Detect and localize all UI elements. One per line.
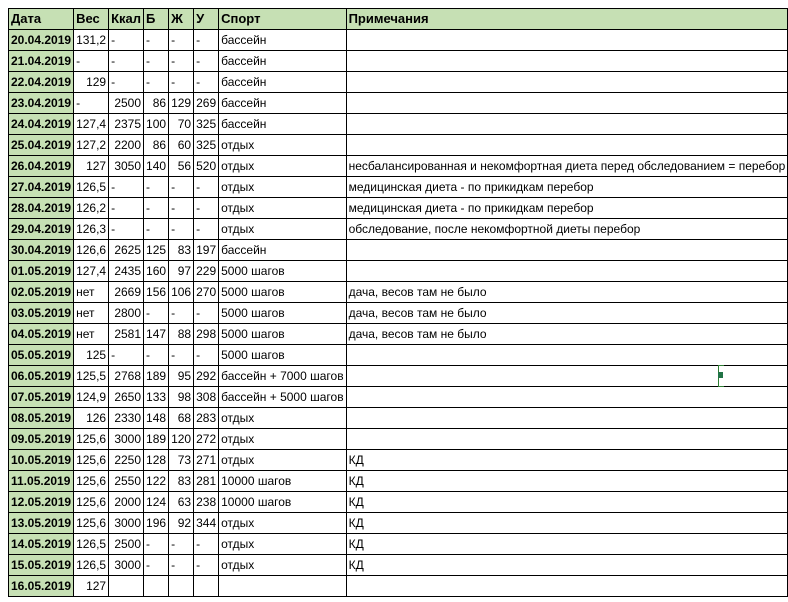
cell-sport[interactable]: 10000 шагов [219, 492, 346, 513]
cell-sport[interactable]: 10000 шагов [219, 471, 346, 492]
cell-weight[interactable]: 127,4 [74, 114, 109, 135]
cell-weight[interactable]: 126,5 [74, 177, 109, 198]
cell-fat[interactable]: - [169, 555, 194, 576]
cell-notes[interactable]: КД [346, 492, 788, 513]
cell-kcal[interactable]: 3050 [109, 156, 144, 177]
cell-sport[interactable]: отдых [219, 450, 346, 471]
cell-protein[interactable]: 86 [144, 93, 169, 114]
cell-carbs[interactable]: 520 [194, 156, 219, 177]
cell-fat[interactable]: 63 [169, 492, 194, 513]
table-row [9, 198, 788, 219]
cell-notes[interactable]: обследование, после некомфортной диеты перебор [346, 219, 788, 240]
table-row [9, 30, 788, 51]
cell-date[interactable]: 04.05.2019 [9, 324, 74, 345]
cell-fat[interactable]: 68 [169, 408, 194, 429]
cell-fat[interactable]: 73 [169, 450, 194, 471]
cell-notes[interactable] [346, 261, 788, 282]
cell-carbs[interactable]: 229 [194, 261, 219, 282]
cell-date[interactable]: 23.04.2019 [9, 93, 74, 114]
cell-sport[interactable]: бассейн [219, 93, 346, 114]
cell-protein[interactable]: - [144, 198, 169, 219]
cell-fat[interactable]: 88 [169, 324, 194, 345]
cell-sport[interactable]: отдых [219, 135, 346, 156]
cell-sport[interactable]: отдых [219, 429, 346, 450]
table-row [9, 303, 788, 324]
cell-kcal[interactable]: - [109, 30, 144, 51]
cell-notes[interactable] [346, 72, 788, 93]
cell-date[interactable]: 24.04.2019 [9, 114, 74, 135]
cell-notes[interactable]: КД [346, 471, 788, 492]
cell-kcal[interactable]: 2581 [109, 324, 144, 345]
cell-protein[interactable]: 156 [144, 282, 169, 303]
table-row [9, 408, 788, 429]
cell-fat[interactable]: 120 [169, 429, 194, 450]
cell-date[interactable]: 12.05.2019 [9, 492, 74, 513]
cell-fat[interactable]: 83 [169, 471, 194, 492]
cell-weight[interactable]: 126,5 [74, 534, 109, 555]
cell-date[interactable]: 25.04.2019 [9, 135, 74, 156]
cell-fat[interactable]: - [169, 345, 194, 366]
cell-notes[interactable]: дача, весов там не было [346, 282, 788, 303]
cell-fat[interactable]: - [169, 198, 194, 219]
cell-kcal[interactable]: 3000 [109, 513, 144, 534]
cell-kcal[interactable]: 2000 [109, 492, 144, 513]
cell-weight[interactable]: 125,6 [74, 429, 109, 450]
cell-weight[interactable]: 125,6 [74, 450, 109, 471]
table-row [9, 366, 788, 387]
cell-sport[interactable]: отдых [219, 156, 346, 177]
cell-date[interactable]: 03.05.2019 [9, 303, 74, 324]
cell-protein[interactable]: 128 [144, 450, 169, 471]
cell-fat[interactable]: 95 [169, 366, 194, 387]
table-row [9, 471, 788, 492]
cell-kcal[interactable]: 2500 [109, 534, 144, 555]
cell-notes[interactable] [346, 30, 788, 51]
cell-kcal[interactable]: - [109, 198, 144, 219]
cell-carbs[interactable]: 325 [194, 114, 219, 135]
table-row [9, 240, 788, 261]
cell-fat[interactable]: 83 [169, 240, 194, 261]
cell-kcal[interactable]: 2375 [109, 114, 144, 135]
cell-weight[interactable]: 127,4 [74, 261, 109, 282]
cell-kcal[interactable]: 3000 [109, 555, 144, 576]
cell-weight[interactable]: 125,6 [74, 513, 109, 534]
cell-sport[interactable]: бассейн + 7000 шагов [219, 366, 346, 387]
cell-kcal[interactable] [109, 576, 144, 597]
cell-fat[interactable]: - [169, 177, 194, 198]
cell-carbs[interactable]: 298 [194, 324, 219, 345]
cell-protein[interactable]: 133 [144, 387, 169, 408]
cell-protein[interactable]: - [144, 345, 169, 366]
cell-date[interactable]: 09.05.2019 [9, 429, 74, 450]
table-row [9, 282, 788, 303]
cell-weight[interactable]: нет [74, 303, 109, 324]
cell-sport[interactable]: 5000 шагов [219, 282, 346, 303]
cell-protein[interactable]: 100 [144, 114, 169, 135]
cell-weight[interactable]: 125,6 [74, 471, 109, 492]
cell-notes[interactable]: КД [346, 555, 788, 576]
header-row [9, 9, 788, 30]
header-kcal[interactable]: Ккал [109, 9, 144, 30]
cell-weight[interactable]: 131,2 [74, 30, 109, 51]
cell-notes[interactable] [346, 429, 788, 450]
cell-fat[interactable]: - [169, 534, 194, 555]
cell-date[interactable]: 14.05.2019 [9, 534, 74, 555]
cell-protein[interactable]: 196 [144, 513, 169, 534]
cell-carbs[interactable]: - [194, 345, 219, 366]
cell-kcal[interactable]: - [109, 345, 144, 366]
cell-kcal[interactable]: 2650 [109, 387, 144, 408]
cell-weight[interactable]: 125,6 [74, 492, 109, 513]
cell-notes[interactable]: медицинская диета - по прикидкам перебор [346, 198, 788, 219]
cell-carbs[interactable]: 270 [194, 282, 219, 303]
cell-date[interactable]: 29.04.2019 [9, 219, 74, 240]
cell-notes[interactable]: дача, весов там не было [346, 303, 788, 324]
cell-date[interactable]: 15.05.2019 [9, 555, 74, 576]
cell-kcal[interactable]: 2768 [109, 366, 144, 387]
table-row [9, 492, 788, 513]
cell-sport[interactable]: отдых [219, 177, 346, 198]
cell-sport[interactable]: отдых [219, 555, 346, 576]
table-row [9, 450, 788, 471]
cell-carbs[interactable]: 308 [194, 387, 219, 408]
cell-date[interactable]: 20.04.2019 [9, 30, 74, 51]
cell-protein[interactable]: 160 [144, 261, 169, 282]
table-row [9, 156, 788, 177]
cell-notes[interactable] [346, 408, 788, 429]
data-table [8, 8, 788, 597]
cell-kcal[interactable]: 2625 [109, 240, 144, 261]
cell-fat[interactable]: 98 [169, 387, 194, 408]
cell-protein[interactable]: 147 [144, 324, 169, 345]
cell-protein[interactable]: 124 [144, 492, 169, 513]
cell-date[interactable]: 08.05.2019 [9, 408, 74, 429]
cell-protein[interactable]: 189 [144, 429, 169, 450]
table-row [9, 576, 788, 597]
table-row [9, 177, 788, 198]
cell-kcal[interactable]: 2800 [109, 303, 144, 324]
cell-carbs[interactable]: - [194, 51, 219, 72]
cell-carbs[interactable]: 269 [194, 93, 219, 114]
cell-protein[interactable]: - [144, 219, 169, 240]
cell-weight[interactable]: - [74, 51, 109, 72]
cell-notes[interactable]: несбалансированная и некомфортная диета перед обследованием = перебор [346, 156, 788, 177]
cell-weight[interactable]: 127,2 [74, 135, 109, 156]
cell-sport[interactable]: бассейн + 5000 шагов [219, 387, 346, 408]
table-row [9, 72, 788, 93]
selection-handle[interactable] [718, 372, 723, 378]
cell-weight[interactable]: 125 [74, 345, 109, 366]
cell-date[interactable]: 05.05.2019 [9, 345, 74, 366]
cell-notes[interactable]: медицинская диета - по прикидкам перебор [346, 177, 788, 198]
cell-fat[interactable]: 56 [169, 156, 194, 177]
cell-fat[interactable]: - [169, 72, 194, 93]
cell-carbs[interactable] [194, 576, 219, 597]
cell-notes[interactable]: дача, весов там не было [346, 324, 788, 345]
cell-kcal[interactable]: - [109, 72, 144, 93]
cell-carbs[interactable]: - [194, 555, 219, 576]
cell-carbs[interactable]: - [194, 72, 219, 93]
cell-fat[interactable]: 129 [169, 93, 194, 114]
cell-kcal[interactable]: 2500 [109, 93, 144, 114]
table-row [9, 261, 788, 282]
cell-notes[interactable] [346, 135, 788, 156]
cell-carbs[interactable]: 325 [194, 135, 219, 156]
header-sport[interactable]: Спорт [219, 9, 346, 30]
cell-date[interactable]: 13.05.2019 [9, 513, 74, 534]
cell-notes[interactable] [346, 387, 788, 408]
cell-fat[interactable]: 92 [169, 513, 194, 534]
table-row [9, 135, 788, 156]
cell-date[interactable]: 27.04.2019 [9, 177, 74, 198]
cell-carbs[interactable]: - [194, 177, 219, 198]
cell-weight[interactable]: 127 [74, 156, 109, 177]
cell-kcal[interactable]: 2330 [109, 408, 144, 429]
cell-notes[interactable]: КД [346, 513, 788, 534]
cell-notes[interactable]: КД [346, 534, 788, 555]
cell-sport[interactable]: 5000 шагов [219, 303, 346, 324]
cell-carbs[interactable]: 238 [194, 492, 219, 513]
table-row [9, 513, 788, 534]
cell-kcal[interactable]: - [109, 219, 144, 240]
header-protein[interactable]: Б [144, 9, 169, 30]
cell-weight[interactable]: 126,5 [74, 555, 109, 576]
header-date[interactable]: Дата [9, 9, 74, 30]
cell-fat[interactable]: 60 [169, 135, 194, 156]
cell-sport[interactable]: отдых [219, 513, 346, 534]
cell-sport[interactable]: бассейн [219, 51, 346, 72]
table-row [9, 324, 788, 345]
cell-weight[interactable]: нет [74, 282, 109, 303]
cell-notes[interactable] [346, 93, 788, 114]
cell-fat[interactable]: - [169, 303, 194, 324]
cell-weight[interactable]: 125,5 [74, 366, 109, 387]
cell-fat[interactable]: 70 [169, 114, 194, 135]
table-row [9, 534, 788, 555]
cell-protein[interactable]: - [144, 534, 169, 555]
table-row [9, 429, 788, 450]
cell-kcal[interactable]: 2200 [109, 135, 144, 156]
cell-date[interactable]: 21.04.2019 [9, 51, 74, 72]
cell-date[interactable]: 06.05.2019 [9, 366, 74, 387]
table-row [9, 555, 788, 576]
cell-fat[interactable] [169, 576, 194, 597]
cell-kcal[interactable]: 2250 [109, 450, 144, 471]
cell-protein[interactable]: - [144, 30, 169, 51]
cell-carbs[interactable]: - [194, 219, 219, 240]
cell-carbs[interactable]: 272 [194, 429, 219, 450]
cell-notes[interactable]: КД [346, 450, 788, 471]
cell-carbs[interactable]: 283 [194, 408, 219, 429]
cell-kcal[interactable]: 2550 [109, 471, 144, 492]
cell-sport[interactable]: отдых [219, 534, 346, 555]
cell-fat[interactable]: 106 [169, 282, 194, 303]
cell-carbs[interactable]: - [194, 30, 219, 51]
cell-protein[interactable]: - [144, 51, 169, 72]
cell-carbs[interactable]: - [194, 198, 219, 219]
cell-carbs[interactable]: - [194, 303, 219, 324]
cell-date[interactable]: 07.05.2019 [9, 387, 74, 408]
cell-sport[interactable]: бассейн [219, 240, 346, 261]
cell-notes[interactable] [346, 240, 788, 261]
cell-weight[interactable]: 126,2 [74, 198, 109, 219]
table-row [9, 219, 788, 240]
cell-carbs[interactable]: 292 [194, 366, 219, 387]
table-row [9, 345, 788, 366]
cell-weight[interactable]: 126,3 [74, 219, 109, 240]
cell-fat[interactable]: - [169, 51, 194, 72]
cell-protein[interactable]: - [144, 72, 169, 93]
cell-notes[interactable] [346, 345, 788, 366]
cell-carbs[interactable]: 271 [194, 450, 219, 471]
cell-kcal[interactable]: 3000 [109, 429, 144, 450]
cell-date[interactable]: 10.05.2019 [9, 450, 74, 471]
cell-weight[interactable]: - [74, 93, 109, 114]
cell-sport[interactable]: бассейн [219, 72, 346, 93]
header-carbs[interactable]: У [194, 9, 219, 30]
cell-sport[interactable]: бассейн [219, 30, 346, 51]
cell-date[interactable]: 01.05.2019 [9, 261, 74, 282]
cell-kcal[interactable]: 2435 [109, 261, 144, 282]
cell-carbs[interactable]: 281 [194, 471, 219, 492]
cell-sport[interactable]: 5000 шагов [219, 345, 346, 366]
cell-carbs[interactable]: - [194, 534, 219, 555]
cell-date[interactable]: 30.04.2019 [9, 240, 74, 261]
cell-fat[interactable]: 97 [169, 261, 194, 282]
cell-protein[interactable]: - [144, 177, 169, 198]
cell-protein[interactable]: - [144, 555, 169, 576]
table-row [9, 387, 788, 408]
cell-protein[interactable]: 125 [144, 240, 169, 261]
cell-fat[interactable]: - [169, 219, 194, 240]
cell-notes[interactable] [346, 51, 788, 72]
cell-protein[interactable]: 122 [144, 471, 169, 492]
cell-date[interactable]: 28.04.2019 [9, 198, 74, 219]
header-notes[interactable]: Примечания [346, 9, 788, 30]
cell-sport[interactable]: отдых [219, 408, 346, 429]
cell-date[interactable]: 11.05.2019 [9, 471, 74, 492]
cell-weight[interactable]: 124,9 [74, 387, 109, 408]
cell-weight[interactable]: 126,6 [74, 240, 109, 261]
cell-carbs[interactable]: 197 [194, 240, 219, 261]
cell-kcal[interactable]: - [109, 177, 144, 198]
cell-weight[interactable]: нет [74, 324, 109, 345]
cell-protein[interactable]: 140 [144, 156, 169, 177]
cell-date[interactable]: 02.05.2019 [9, 282, 74, 303]
table-row [9, 114, 788, 135]
table-row [9, 93, 788, 114]
header-fat[interactable]: Ж [169, 9, 194, 30]
cell-carbs[interactable]: 344 [194, 513, 219, 534]
cell-protein[interactable]: 148 [144, 408, 169, 429]
cell-sport[interactable]: 5000 шагов [219, 261, 346, 282]
cell-sport[interactable]: отдых [219, 198, 346, 219]
cell-protein[interactable]: - [144, 303, 169, 324]
header-weight[interactable]: Вес [74, 9, 109, 30]
cell-kcal[interactable]: - [109, 51, 144, 72]
cell-sport[interactable]: бассейн [219, 114, 346, 135]
cell-notes[interactable] [346, 114, 788, 135]
cell-sport[interactable]: отдых [219, 219, 346, 240]
cell-protein[interactable] [144, 576, 169, 597]
cell-fat[interactable]: - [169, 30, 194, 51]
cell-kcal[interactable]: 2669 [109, 282, 144, 303]
cell-date[interactable]: 16.05.2019 [9, 576, 74, 597]
cell-weight[interactable]: 129 [74, 72, 109, 93]
cell-protein[interactable]: 86 [144, 135, 169, 156]
cell-sport[interactable]: 5000 шагов [219, 324, 346, 345]
cell-notes[interactable] [346, 576, 788, 597]
cell-weight[interactable]: 126 [74, 408, 109, 429]
cell-weight[interactable]: 127 [74, 576, 109, 597]
cell-protein[interactable]: 189 [144, 366, 169, 387]
cell-sport[interactable] [219, 576, 346, 597]
cell-date[interactable]: 22.04.2019 [9, 72, 74, 93]
cell-date[interactable]: 26.04.2019 [9, 156, 74, 177]
table-row [9, 51, 788, 72]
